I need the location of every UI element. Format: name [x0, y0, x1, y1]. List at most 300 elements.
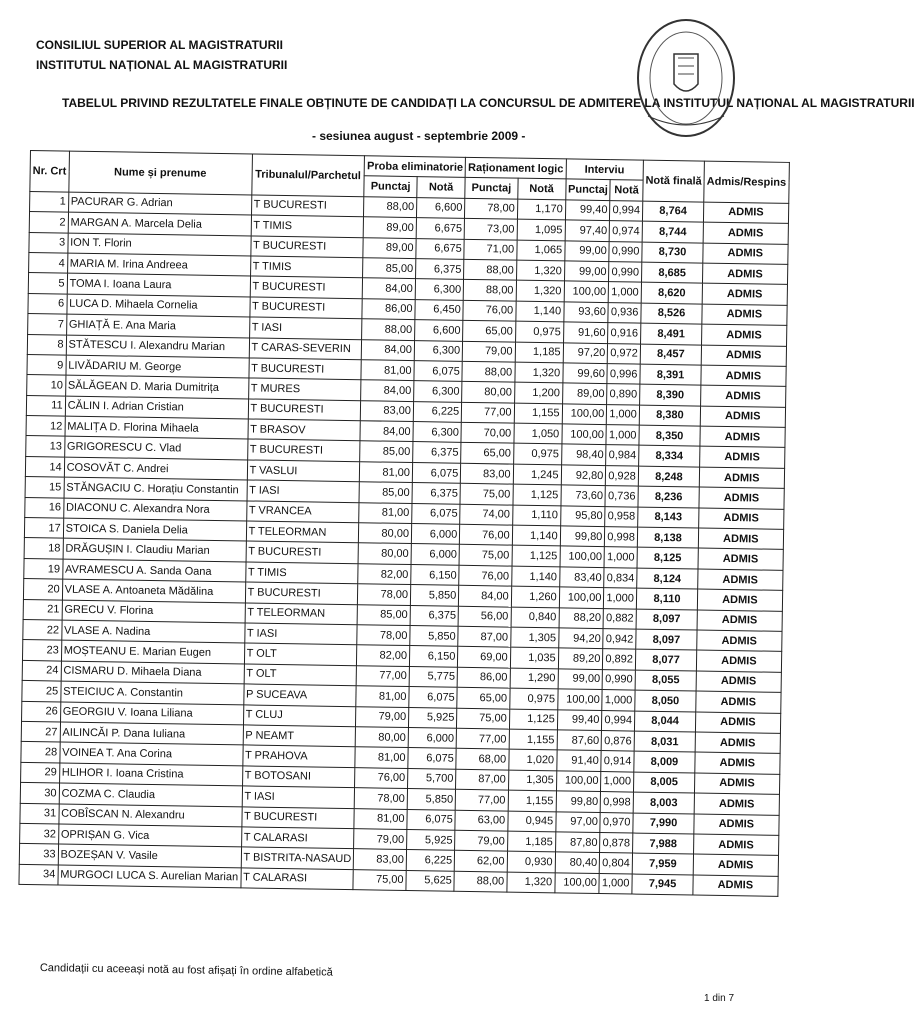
candidate-name: MALIȚA D. Florina Mihaela	[65, 416, 248, 439]
rationament-nota: 1,020	[508, 749, 556, 770]
rationament-punctaj: 88,00	[464, 259, 517, 280]
candidate-name: COBÎSCAN N. Alexandru	[59, 804, 242, 827]
interviu-punctaj: 88,20	[559, 607, 604, 628]
rationament-nota: 1,125	[512, 546, 560, 567]
candidate-name: LUCA D. Mihaela Cornelia	[67, 294, 250, 317]
final-grade: 8,457	[640, 344, 702, 365]
tribunal-name: T TELEORMAN	[246, 521, 359, 543]
interviu-nota: 0,736	[605, 486, 638, 507]
proba-nota: 6,075	[412, 462, 461, 483]
interviu-punctaj: 91,40	[556, 750, 601, 771]
rationament-nota: 1,095	[517, 219, 565, 240]
final-grade: 7,959	[632, 853, 694, 874]
row-number: 9	[27, 354, 66, 375]
organization-name: CONSILIUL SUPERIOR AL MAGISTRATURII	[36, 38, 283, 52]
rationament-punctaj: 78,00	[465, 198, 518, 219]
final-grade: 8,620	[641, 282, 703, 303]
interviu-nota: 0,914	[601, 751, 634, 772]
col-name-header: Nume și prenume	[68, 151, 252, 195]
candidate-name: BOZEȘAN V. Vasile	[58, 844, 241, 867]
candidate-name: STOICA S. Daniela Delia	[63, 518, 246, 541]
col-punctaj-header: Punctaj	[465, 178, 518, 199]
tribunal-name: T BUCURESTI	[249, 297, 362, 319]
tribunal-name: T IASI	[242, 786, 355, 808]
tribunal-name: T BUCURESTI	[248, 358, 361, 380]
candidate-name: DIACONU C. Alexandra Nora	[63, 498, 246, 521]
proba-punctaj: 89,00	[363, 217, 416, 238]
proba-nota: 6,675	[416, 238, 465, 259]
interviu-nota: 0,970	[600, 812, 633, 833]
col-nota-header: Notă	[610, 180, 643, 201]
proba-punctaj: 81,00	[356, 686, 409, 707]
admission-status: ADMIS	[701, 365, 786, 387]
candidate-name: CĂLIN I. Adrian Cristian	[65, 396, 248, 419]
tribunal-name: T CALARASI	[241, 827, 354, 849]
admission-status: ADMIS	[698, 548, 783, 570]
interviu-punctaj: 100,00	[555, 873, 600, 894]
page-number: 1 din 7	[704, 993, 735, 1004]
interviu-nota: 0,936	[608, 302, 641, 323]
candidate-name: VOINEA T. Ana Corina	[60, 742, 243, 765]
interviu-punctaj: 97,00	[555, 811, 600, 832]
col-final-header: Notă finală	[643, 160, 705, 202]
rationament-punctaj: 65,00	[461, 443, 514, 464]
rationament-nota: 1,320	[516, 280, 564, 301]
row-number: 26	[22, 701, 61, 722]
final-grade: 8,350	[639, 425, 701, 446]
rationament-nota: 1,170	[517, 199, 565, 220]
interviu-nota: 0,984	[606, 445, 639, 466]
proba-punctaj: 78,00	[358, 584, 411, 605]
proba-punctaj: 79,00	[354, 829, 407, 850]
rationament-nota: 1,320	[516, 260, 564, 281]
tribunal-name: T CLUJ	[243, 704, 356, 726]
interviu-punctaj: 99,40	[565, 200, 610, 221]
rationament-punctaj: 76,00	[463, 300, 516, 321]
rationament-punctaj: 77,00	[462, 402, 515, 423]
rationament-punctaj: 75,00	[459, 545, 512, 566]
final-grade: 8,526	[641, 303, 703, 324]
admission-status: ADMIS	[701, 385, 786, 407]
candidate-name: HLIHOR I. Ioana Cristina	[59, 763, 242, 786]
interviu-nota: 0,998	[605, 527, 638, 548]
interviu-punctaj: 100,00	[562, 424, 607, 445]
col-tribunal-header: Tribunalul/Parchetul	[251, 154, 364, 197]
proba-nota: 6,150	[409, 646, 458, 667]
rationament-punctaj: 83,00	[461, 463, 514, 484]
final-grade: 8,003	[633, 792, 695, 813]
tribunal-name: T TIMIS	[251, 215, 364, 237]
tribunal-name: T BUCURESTI	[245, 582, 358, 604]
proba-punctaj: 86,00	[362, 298, 415, 319]
rationament-nota: 1,320	[515, 362, 563, 383]
rationament-punctaj: 87,00	[458, 626, 511, 647]
rationament-nota: 0,930	[507, 851, 555, 872]
tribunal-name: T BUCURESTI	[246, 541, 359, 563]
rationament-nota: 1,200	[514, 382, 562, 403]
candidate-name: MARIA M. Irina Andreea	[67, 253, 250, 276]
final-grade: 8,009	[634, 751, 696, 772]
final-grade: 8,236	[638, 486, 700, 507]
proba-nota: 6,075	[407, 809, 456, 830]
proba-nota: 6,375	[413, 442, 462, 463]
interviu-nota: 0,882	[603, 608, 636, 629]
candidate-name: CISMARU D. Mihaela Diana	[61, 661, 244, 684]
interviu-punctaj: 93,60	[563, 302, 608, 323]
tribunal-name: T MURES	[248, 378, 361, 400]
candidate-name: COZMA C. Claudia	[59, 783, 242, 806]
final-grade: 8,391	[640, 364, 702, 385]
interviu-nota: 0,994	[610, 200, 643, 221]
proba-nota: 5,625	[406, 870, 455, 891]
admission-status: ADMIS	[693, 875, 778, 897]
rationament-punctaj: 88,00	[454, 871, 507, 892]
final-grade: 8,125	[637, 548, 699, 569]
final-grade: 8,097	[636, 609, 698, 630]
admission-status: ADMIS	[697, 610, 782, 632]
interviu-punctaj: 91,60	[563, 322, 608, 343]
row-number: 31	[20, 803, 59, 824]
row-number: 13	[26, 436, 65, 457]
final-grade: 8,050	[635, 690, 697, 711]
rationament-nota: 1,140	[515, 301, 563, 322]
row-number: 23	[22, 640, 61, 661]
proba-punctaj: 77,00	[356, 665, 409, 686]
interviu-punctaj: 99,00	[564, 261, 609, 282]
admission-status: ADMIS	[694, 814, 779, 836]
rationament-punctaj: 73,00	[464, 219, 517, 240]
proba-punctaj: 75,00	[353, 869, 406, 890]
proba-punctaj: 81,00	[359, 502, 412, 523]
interviu-nota: 1,000	[607, 404, 640, 425]
candidate-name: STĂNGACIU C. Horațiu Constantin	[64, 477, 247, 500]
row-number: 12	[26, 416, 65, 437]
final-grade: 8,055	[635, 670, 697, 691]
row-number: 21	[23, 599, 62, 620]
tribunal-name: P NEAMT	[243, 725, 356, 747]
interviu-nota: 0,916	[608, 323, 641, 344]
rationament-nota: 1,065	[516, 240, 564, 261]
rationament-nota: 1,305	[510, 627, 558, 648]
interviu-punctaj: 99,00	[564, 240, 609, 261]
rationament-nota: 1,245	[513, 464, 561, 485]
candidate-name: COSOVĂT C. Andrei	[64, 457, 247, 480]
interviu-nota: 0,890	[607, 384, 640, 405]
proba-punctaj: 83,00	[354, 849, 407, 870]
proba-nota: 6,000	[411, 524, 460, 545]
interviu-nota: 1,000	[604, 588, 637, 609]
final-grade: 8,334	[639, 446, 701, 467]
row-number: 22	[23, 619, 62, 640]
rationament-punctaj: 76,00	[459, 565, 512, 586]
interviu-punctaj: 89,20	[558, 648, 603, 669]
proba-nota: 6,075	[412, 503, 461, 524]
row-number: 27	[21, 721, 60, 742]
final-grade: 8,097	[636, 629, 698, 650]
proba-nota: 6,075	[408, 748, 457, 769]
rationament-nota: 0,840	[511, 607, 559, 628]
footnote: Candidații cu aceeași notă au fost afișați în ordine alfabetică	[39, 962, 333, 979]
candidate-name: DRĂGUȘIN I. Claudiu Marian	[63, 538, 246, 561]
proba-nota: 6,225	[413, 401, 462, 422]
interviu-punctaj: 100,00	[560, 546, 605, 567]
proba-punctaj: 85,00	[360, 441, 413, 462]
tribunal-name: T BUCURESTI	[250, 236, 363, 258]
tribunal-name: T VASLUI	[247, 460, 360, 482]
final-grade: 7,945	[632, 874, 694, 895]
final-grade: 8,390	[639, 384, 701, 405]
results-table	[18, 150, 789, 897]
proba-punctaj: 84,00	[363, 278, 416, 299]
proba-nota: 6,150	[411, 564, 460, 585]
rationament-punctaj: 74,00	[460, 504, 513, 525]
rationament-nota: 1,185	[507, 831, 555, 852]
admission-status: ADMIS	[703, 222, 788, 244]
rationament-punctaj: 77,00	[456, 728, 509, 749]
proba-punctaj: 88,00	[364, 197, 417, 218]
interviu-nota: 1,000	[606, 425, 639, 446]
candidate-name: AVRAMESCU A. Sanda Oana	[62, 559, 245, 582]
col-punctaj-header: Punctaj	[565, 179, 610, 200]
interviu-nota: 0,892	[603, 649, 636, 670]
tribunal-name: T IASI	[244, 623, 357, 645]
interviu-punctaj: 95,80	[560, 506, 605, 527]
rationament-punctaj: 65,00	[457, 687, 510, 708]
row-number: 7	[28, 314, 67, 335]
tribunal-name: T BUCURESTI	[251, 195, 364, 217]
candidate-name: TOMA I. Ioana Laura	[67, 273, 250, 296]
proba-nota: 6,450	[415, 299, 464, 320]
interviu-nota: 1,000	[601, 771, 634, 792]
admission-status: ADMIS	[697, 650, 782, 672]
tribunal-name: T BUCURESTI	[241, 806, 354, 828]
admission-status: ADMIS	[704, 202, 789, 224]
proba-punctaj: 82,00	[358, 564, 411, 585]
admission-status: ADMIS	[700, 426, 785, 448]
tribunal-name: T IASI	[247, 480, 360, 502]
proba-nota: 6,300	[413, 422, 462, 443]
rationament-punctaj: 62,00	[455, 851, 508, 872]
interviu-punctaj: 100,00	[556, 771, 601, 792]
rationament-punctaj: 80,00	[462, 382, 515, 403]
proba-punctaj: 82,00	[357, 645, 410, 666]
proba-nota: 6,000	[411, 544, 460, 565]
proba-nota: 6,375	[412, 483, 461, 504]
candidate-name: MURGOCI LUCA S. Aurelian Marian	[58, 865, 241, 888]
candidate-name: ION T. Florin	[68, 233, 251, 256]
row-number: 6	[28, 293, 67, 314]
interviu-nota: 0,990	[609, 262, 642, 283]
rationament-punctaj: 88,00	[462, 361, 515, 382]
rationament-punctaj: 76,00	[460, 524, 513, 545]
tribunal-name: P SUCEAVA	[243, 684, 356, 706]
candidate-name: GRIGORESCU C. Vlad	[64, 437, 247, 460]
rationament-nota: 1,185	[515, 342, 563, 363]
admission-status: ADMIS	[696, 671, 781, 693]
interviu-punctaj: 99,60	[563, 363, 608, 384]
rationament-nota: 1,110	[512, 505, 560, 526]
interviu-nota: 0,942	[603, 629, 636, 650]
admission-status: ADMIS	[702, 324, 787, 346]
interviu-nota: 0,990	[602, 669, 635, 690]
interviu-punctaj: 87,60	[557, 730, 602, 751]
interviu-punctaj: 98,40	[561, 444, 606, 465]
row-number: 28	[21, 742, 60, 763]
interviu-nota: 0,972	[608, 343, 641, 364]
rationament-nota: 1,260	[511, 586, 559, 607]
row-number: 17	[24, 517, 63, 538]
proba-punctaj: 81,00	[355, 747, 408, 768]
rationament-nota: 0,975	[515, 321, 563, 342]
interviu-punctaj: 99,80	[560, 526, 605, 547]
admission-status: ADMIS	[696, 691, 781, 713]
rationament-nota: 1,050	[514, 423, 562, 444]
document-title: TABELUL PRIVIND REZULTATELE FINALE OBȚINUTE DE CANDIDAȚI LA CONCURSUL DE ADMITERE LA INSTITUTUL NAȚIONAL AL MAGISTRATURII	[62, 96, 915, 110]
final-grade: 8,730	[642, 242, 704, 263]
proba-punctaj: 81,00	[361, 360, 414, 381]
admission-status: ADMIS	[702, 283, 787, 305]
row-number: 18	[24, 538, 63, 559]
rationament-punctaj: 88,00	[463, 280, 516, 301]
row-number: 11	[26, 395, 65, 416]
session-subtitle: - sesiunea august - septembrie 2009 -	[312, 129, 526, 143]
tribunal-name: T PRAHOVA	[242, 745, 355, 767]
proba-punctaj: 85,00	[363, 258, 416, 279]
proba-nota: 6,075	[409, 687, 458, 708]
tribunal-name: T BISTRITA-NASAUD	[241, 847, 354, 869]
interviu-punctaj: 100,00	[559, 587, 604, 608]
proba-nota: 5,700	[407, 768, 456, 789]
interviu-nota: 0,878	[600, 832, 633, 853]
interviu-nota: 1,000	[609, 282, 642, 303]
admission-status: ADMIS	[697, 589, 782, 611]
admission-status: ADMIS	[695, 732, 780, 754]
proba-punctaj: 78,00	[354, 788, 407, 809]
rationament-punctaj: 79,00	[455, 830, 508, 851]
final-grade: 8,764	[642, 201, 704, 222]
rationament-nota: 1,290	[510, 668, 558, 689]
col-nota-header: Notă	[517, 179, 565, 200]
final-grade: 8,491	[640, 323, 702, 344]
final-grade: 8,138	[637, 527, 699, 548]
proba-punctaj: 80,00	[359, 523, 412, 544]
proba-nota: 5,850	[410, 626, 459, 647]
candidate-name: MARGAN A. Marcela Delia	[68, 212, 251, 235]
proba-punctaj: 81,00	[354, 808, 407, 829]
interviu-punctaj: 99,80	[556, 791, 601, 812]
rationament-nota: 1,125	[509, 709, 557, 730]
proba-punctaj: 78,00	[357, 625, 410, 646]
row-number: 20	[23, 579, 62, 600]
admission-status: ADMIS	[693, 854, 778, 876]
proba-nota: 5,775	[409, 666, 458, 687]
proba-nota: 5,925	[408, 707, 457, 728]
proba-punctaj: 89,00	[363, 237, 416, 258]
proba-punctaj: 84,00	[361, 380, 414, 401]
proba-punctaj: 85,00	[357, 604, 410, 625]
candidate-name: AILINCĂI P. Dana Iuliana	[60, 722, 243, 745]
rationament-punctaj: 56,00	[458, 606, 511, 627]
row-number: 30	[20, 783, 59, 804]
candidate-name: MOȘTEANU E. Marian Eugen	[61, 640, 244, 663]
final-grade: 8,031	[634, 731, 696, 752]
final-grade: 8,044	[634, 711, 696, 732]
admission-status: ADMIS	[697, 630, 782, 652]
proba-nota: 6,075	[414, 360, 463, 381]
final-grade: 8,685	[641, 262, 703, 283]
candidate-name: STEICIUC A. Constantin	[60, 681, 243, 704]
rationament-punctaj: 75,00	[460, 484, 513, 505]
tribunal-name: T CARAS-SEVERIN	[249, 337, 362, 359]
proba-punctaj: 81,00	[360, 462, 413, 483]
institution-stamp	[628, 16, 738, 156]
candidate-name: VLASE A. Nadina	[61, 620, 244, 643]
row-number: 8	[27, 334, 66, 355]
tribunal-name: T TELEORMAN	[245, 603, 358, 625]
admission-status: ADMIS	[695, 773, 780, 795]
interviu-nota: 0,804	[600, 853, 633, 874]
rationament-nota: 0,975	[513, 444, 561, 465]
rationament-nota: 1,155	[514, 403, 562, 424]
candidate-name: GRECU V. Florina	[62, 600, 245, 623]
admission-status: ADMIS	[699, 508, 784, 530]
row-number: 34	[19, 864, 58, 885]
proba-punctaj: 83,00	[361, 400, 414, 421]
results-body	[19, 191, 788, 896]
final-grade: 8,380	[639, 405, 701, 426]
proba-nota: 6,600	[416, 197, 465, 218]
interviu-nota: 0,994	[602, 710, 635, 731]
row-number: 16	[25, 497, 64, 518]
interviu-punctaj: 100,00	[562, 404, 607, 425]
rationament-nota: 1,035	[510, 647, 558, 668]
proba-nota: 6,000	[408, 727, 457, 748]
rationament-punctaj: 65,00	[463, 320, 516, 341]
rationament-nota: 1,155	[508, 790, 556, 811]
row-number: 5	[28, 273, 67, 294]
tribunal-name: T BOTOSANI	[242, 766, 355, 788]
col-punctaj-header: Punctaj	[364, 176, 417, 197]
proba-punctaj: 88,00	[362, 319, 415, 340]
interviu-nota: 0,974	[609, 221, 642, 242]
interviu-nota: 1,000	[599, 873, 632, 894]
tribunal-name: T OLT	[244, 643, 357, 665]
rationament-nota: 1,140	[512, 525, 560, 546]
admission-status: ADMIS	[701, 345, 786, 367]
interviu-punctaj: 73,60	[561, 485, 606, 506]
admission-status: ADMIS	[699, 487, 784, 509]
proba-punctaj: 80,00	[355, 727, 408, 748]
proba-punctaj: 80,00	[358, 543, 411, 564]
interviu-punctaj: 87,80	[555, 832, 600, 853]
candidate-name: GHIAȚĂ E. Ana Maria	[66, 314, 249, 337]
col-nr-header: Nr. Crt	[30, 151, 69, 192]
interviu-nota: 0,928	[606, 465, 639, 486]
col-rationament-header: Raționament logic	[465, 157, 566, 179]
rationament-nota: 0,975	[509, 688, 557, 709]
proba-nota: 6,300	[414, 340, 463, 361]
interviu-nota: 1,000	[604, 547, 637, 568]
interviu-nota: 0,834	[604, 567, 637, 588]
interviu-nota: 1,000	[602, 690, 635, 711]
candidate-name: LIVĂDARIU M. George	[66, 355, 249, 378]
final-grade: 8,005	[633, 772, 695, 793]
final-grade: 8,077	[635, 649, 697, 670]
interviu-nota: 0,876	[601, 730, 634, 751]
interviu-nota: 0,998	[601, 792, 634, 813]
row-number: 1	[30, 191, 69, 212]
candidate-name: SĂLĂGEAN D. Maria Dumitrița	[65, 375, 248, 398]
